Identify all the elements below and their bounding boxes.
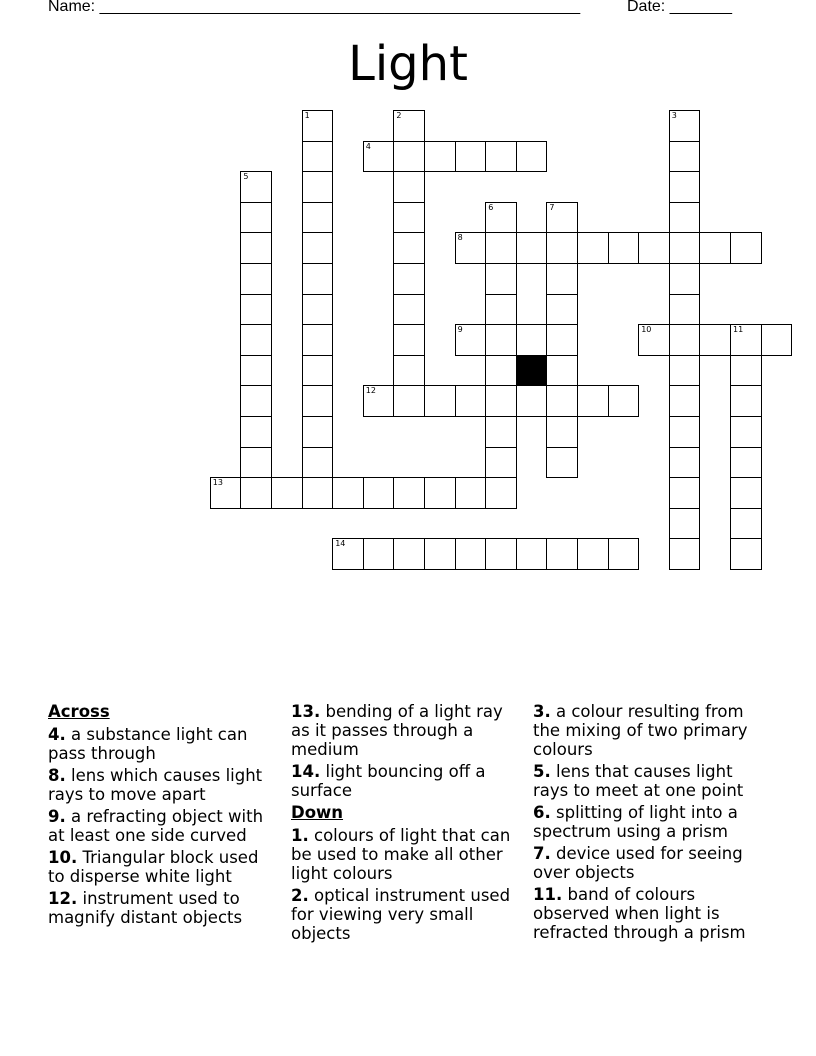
grid-cell[interactable] [302,263,334,295]
grid-cell[interactable] [393,263,425,295]
grid-cell[interactable] [271,477,303,509]
grid-cell[interactable] [638,232,670,264]
grid-cell[interactable] [455,324,487,356]
clue-number-label: 3 [671,111,677,120]
clue-across-8: 8. lens which causes light rays to move apart [48,766,263,804]
grid-cell[interactable] [730,508,762,540]
grid-cell[interactable] [485,324,517,356]
grid-cell[interactable] [669,110,701,142]
grid-cell[interactable] [638,324,670,356]
grid-cell[interactable] [516,141,548,173]
grid-cell[interactable] [669,355,701,387]
grid-cell[interactable] [485,538,517,570]
grid-cell[interactable] [730,355,762,387]
grid-cell[interactable] [302,232,334,264]
grid-cell[interactable] [240,385,272,417]
clue-number-label: 1 [304,111,310,120]
grid-cell[interactable] [669,416,701,448]
clue-across-14: 14. light bouncing off a surface [291,762,486,800]
grid-cell[interactable] [577,385,609,417]
grid-cell[interactable] [455,477,487,509]
grid-cell[interactable] [730,324,762,356]
grid-cell[interactable] [240,263,272,295]
grid-cell[interactable] [332,538,364,570]
clue-column-2 [291,702,519,946]
clue-column-3 [533,702,761,945]
grid-cell[interactable] [608,538,640,570]
clue-across-10: 10. Triangular block used to disperse white light [48,848,259,886]
grid-cell[interactable] [393,355,425,387]
page-title: Light [348,36,468,92]
grid-cell[interactable] [393,202,425,234]
grid-cell[interactable] [424,538,456,570]
grid-cell[interactable] [516,385,548,417]
grid-cell[interactable] [669,508,701,540]
grid-cell[interactable] [455,385,487,417]
grid-cell[interactable] [363,538,395,570]
grid-cell[interactable] [669,477,701,509]
grid-cell[interactable] [546,538,578,570]
grid-cell[interactable] [363,385,395,417]
clue-across-12: 12. instrument used to magnify distant objects [48,889,243,927]
grid-cell[interactable] [393,110,425,142]
grid-cell[interactable] [240,416,272,448]
clue-down-7: 7. device used for seeing over objects [533,844,743,882]
grid-cell[interactable] [393,477,425,509]
clue-down-11: 11. band of colours observed when light is refracted through a prism [533,885,746,942]
grid-cell[interactable] [302,447,334,479]
grid-cell[interactable] [455,538,487,570]
grid-cell[interactable] [546,294,578,326]
clue-number-label: 13 [212,478,223,488]
clue-across-4: 4. a substance light can pass through [48,725,248,763]
grid-cell[interactable] [485,202,517,234]
grid-cell[interactable] [302,416,334,448]
grid-cell[interactable] [393,141,425,173]
grid-cell[interactable] [302,110,334,142]
grid-cell[interactable] [669,232,701,264]
grid-cell[interactable] [302,202,334,234]
grid-cell[interactable] [608,232,640,264]
grid-cell[interactable] [516,538,548,570]
grid-cell[interactable] [240,294,272,326]
clue-number-label: 8 [457,233,463,243]
grid-cell[interactable] [669,385,701,417]
grid-cell[interactable] [669,538,701,570]
grid-cell[interactable] [240,171,272,203]
clue-down-2: 2. optical instrument used for viewing very small objects [291,886,511,943]
grid-cell[interactable] [210,477,242,509]
grid-cell[interactable] [730,385,762,417]
clue-number-label: 4 [365,141,371,151]
grid-cell[interactable] [240,477,272,509]
grid-cell[interactable] [669,171,701,203]
grid-cell[interactable] [302,171,334,203]
grid-cell[interactable] [485,232,517,264]
grid-cell[interactable] [669,324,701,356]
grid-cell[interactable] [240,355,272,387]
grid-cell[interactable] [455,232,487,264]
grid-cell[interactable] [485,294,517,326]
grid-cell[interactable] [669,294,701,326]
grid-cell[interactable] [730,477,762,509]
clue-number-label: 6 [488,202,494,212]
grid-cell[interactable] [393,171,425,203]
grid-cell[interactable] [240,202,272,234]
grid-cell[interactable] [669,263,701,295]
grid-cell[interactable] [393,385,425,417]
grid-cell[interactable] [302,477,334,509]
grid-cell[interactable] [577,232,609,264]
grid-cell[interactable] [546,324,578,356]
clue-number-label: 2 [396,111,402,120]
clue-number-label: 11 [733,325,744,335]
name-field-line: Name: ______________________________________________________ [48,0,581,15]
grid-cell[interactable] [302,324,334,356]
grid-cell[interactable] [240,324,272,356]
grid-cell[interactable] [393,294,425,326]
clue-number-label: 7 [549,202,555,212]
grid-cell[interactable] [363,141,395,173]
grid-cell[interactable] [485,355,517,387]
clue-across-13: 13. bending of a light ray as it passes through a medium [291,702,503,759]
grid-cell[interactable] [485,263,517,295]
grid-cell[interactable] [546,355,578,387]
grid-cell[interactable] [455,141,487,173]
grid-cell[interactable] [240,447,272,479]
grid-cell[interactable] [485,447,517,479]
grid-block-cell [516,355,548,387]
grid-cell[interactable] [363,477,395,509]
grid-cell[interactable] [546,263,578,295]
grid-cell[interactable] [761,324,793,356]
grid-cell[interactable] [393,232,425,264]
grid-cell[interactable] [669,141,701,173]
grid-cell[interactable] [699,232,731,264]
grid-cell[interactable] [730,447,762,479]
grid-cell[interactable] [516,232,548,264]
grid-cell[interactable] [485,385,517,417]
grid-cell[interactable] [332,477,364,509]
grid-cell[interactable] [302,141,334,173]
clue-number-label: 14 [335,539,346,549]
clue-down-6: 6. splitting of light into a spectrum using a prism [533,803,738,841]
grid-cell[interactable] [669,202,701,234]
clue-down-3: 3. a colour resulting from the mixing of two primary colours [533,702,748,759]
grid-cell[interactable] [302,294,334,326]
grid-cell[interactable] [546,232,578,264]
grid-cell[interactable] [608,385,640,417]
grid-cell[interactable] [424,477,456,509]
grid-cell[interactable] [240,232,272,264]
grid-cell[interactable] [730,232,762,264]
grid-cell[interactable] [669,447,701,479]
grid-cell[interactable] [302,355,334,387]
grid-cell[interactable] [699,324,731,356]
clue-down-5: 5. lens that causes light rays to meet at one point [533,762,744,800]
grid-cell[interactable] [393,324,425,356]
grid-cell[interactable] [546,447,578,479]
grid-cell[interactable] [302,385,334,417]
grid-cell[interactable] [546,385,578,417]
grid-cell[interactable] [485,141,517,173]
grid-cell[interactable] [577,538,609,570]
clue-number-label: 12 [365,386,376,396]
clue-column-1 [48,702,276,930]
clue-across-9: 9. a refracting object with at least one side curved [48,807,264,845]
grid-cell[interactable] [546,202,578,234]
clue-down-1: 1. colours of light that can be used to make all other light colours [291,826,511,883]
grid-cell[interactable] [485,416,517,448]
down-heading: Down [291,803,344,822]
grid-cell[interactable] [424,141,456,173]
date-field-line: Date: _______ [627,0,732,15]
grid-cell[interactable] [730,538,762,570]
grid-cell[interactable] [546,416,578,448]
grid-cell[interactable] [393,538,425,570]
grid-cell[interactable] [485,477,517,509]
clue-number-label: 5 [243,172,249,182]
clue-number-label: 10 [641,325,652,335]
across-heading: Across [48,702,110,721]
grid-cell[interactable] [516,324,548,356]
clue-number-label: 9 [457,325,463,335]
grid-cell[interactable] [730,416,762,448]
grid-cell[interactable] [424,385,456,417]
